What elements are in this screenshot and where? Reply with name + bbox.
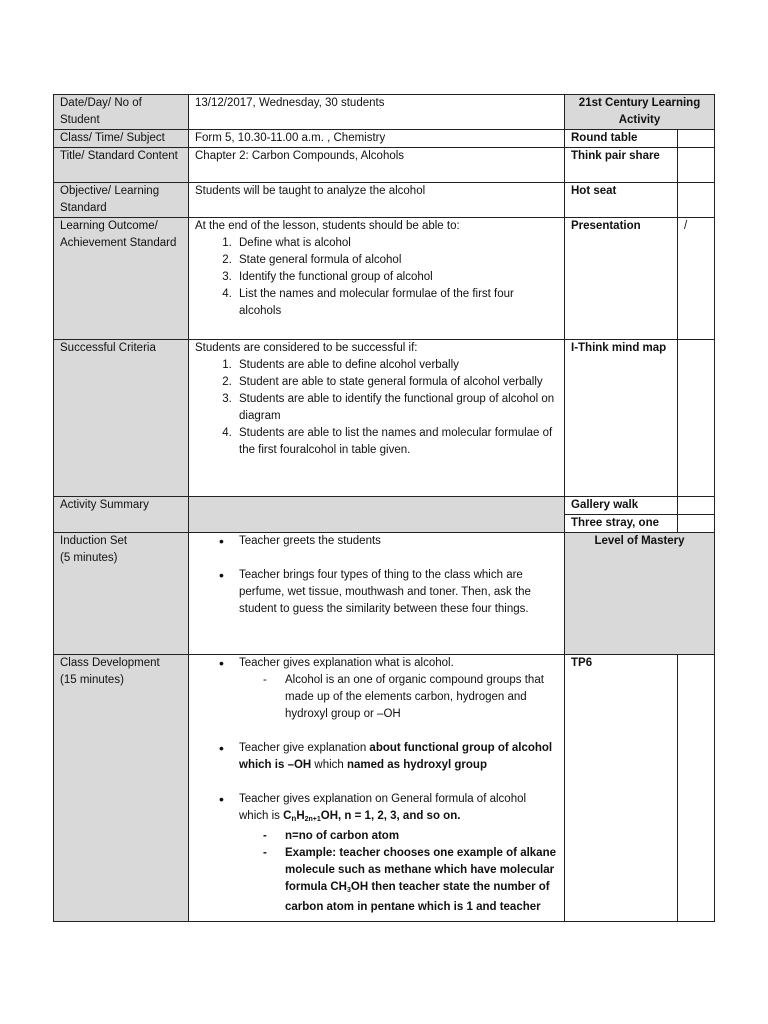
class-value: Form 5, 10.30-11.00 a.m. , Chemistry bbox=[189, 130, 565, 148]
level-of-mastery-header: Level of Mastery bbox=[565, 533, 715, 655]
outcome-item: 4. List the names and molecular formulae of the first four alcohols bbox=[235, 286, 558, 320]
development-dash: - n=no of carbon atom bbox=[263, 828, 558, 845]
general-formula: CnH$_{2n+1}$OH, n = 1, 2, 3, and so on. bbox=[283, 810, 461, 823]
date-label: Date/Day/ No of Student bbox=[54, 95, 189, 130]
row-date bbox=[54, 95, 715, 130]
mark-three-stray bbox=[678, 515, 715, 533]
development-title: Class Development bbox=[60, 657, 160, 669]
activity-three-stray: Three stray, one bbox=[565, 515, 678, 533]
summary-value bbox=[189, 497, 565, 533]
activity-i-think: I-Think mind map bbox=[565, 340, 678, 497]
mark-hot-seat bbox=[678, 183, 715, 218]
date-value: 13/12/2017, Wednesday, 30 students bbox=[189, 95, 565, 130]
row-induction bbox=[54, 533, 715, 655]
criteria-item: 2. Student are able to state general formula of alcohol verbally bbox=[235, 374, 558, 391]
class-label: Class/ Time/ Subject bbox=[54, 130, 189, 148]
title-value: Chapter 2: Carbon Compounds, Alcohols bbox=[189, 148, 565, 183]
row-development bbox=[54, 655, 715, 922]
mark-round-table bbox=[678, 130, 715, 148]
induction-list bbox=[195, 533, 558, 550]
criteria-item: 1. Students are able to define alcohol verbally bbox=[235, 357, 558, 374]
criteria-list bbox=[195, 357, 558, 459]
induction-bullet: • Teacher greets the students bbox=[219, 533, 558, 550]
row-summary-a bbox=[54, 497, 715, 515]
development-duration: (15 minutes) bbox=[60, 674, 124, 686]
induction-label bbox=[54, 533, 189, 655]
induction-content bbox=[189, 533, 565, 655]
summary-label: Activity Summary bbox=[54, 497, 189, 533]
criteria-content bbox=[189, 340, 565, 497]
activity-hot-seat: Hot seat bbox=[565, 183, 678, 218]
mark-think-pair-share bbox=[678, 148, 715, 183]
activity-think-pair-share: Think pair share bbox=[565, 148, 678, 183]
activity-round-table: Round table bbox=[565, 130, 678, 148]
objective-value: Students will be taught to analyze the alcohol bbox=[189, 183, 565, 218]
title-label: Title/ Standard Content bbox=[54, 148, 189, 183]
lesson-plan-table bbox=[53, 94, 715, 922]
outcome-item: 3. Identify the functional group of alcohol bbox=[235, 269, 558, 286]
mark-presentation: / bbox=[678, 218, 715, 340]
criteria-intro: Students are considered to be successful if: bbox=[195, 342, 418, 354]
row-criteria bbox=[54, 340, 715, 497]
outcome-item: 1. Define what is alcohol bbox=[235, 235, 558, 252]
row-outcome bbox=[54, 218, 715, 340]
mark-i-think bbox=[678, 340, 715, 497]
activity-presentation: Presentation bbox=[565, 218, 678, 340]
development-bullet bbox=[219, 655, 558, 723]
activity-gallery-walk: Gallery walk bbox=[565, 497, 678, 515]
development-bullet: • Teacher gives explanation on General formula of alcohol which is CnH$_{2n+1}$OH, n = 1, 2, 3, and so on. - n=no of carbon atom - Example: teacher chooses one example of alkane molecule such as methane which have molecular formula $CH_3OH$ then teacher state the number of carbon atom in pentane which is 1 and teacher bbox=[219, 791, 558, 916]
mark-tp6 bbox=[678, 655, 715, 922]
objective-label: Objective/ Learning Standard bbox=[54, 183, 189, 218]
criteria-item: 4. Students are able to list the names and molecular formulae of the first fouralcohol in table given. bbox=[235, 425, 558, 459]
induction-title: Induction Set bbox=[60, 535, 128, 547]
outcome-item: 2. State general formula of alcohol bbox=[235, 252, 558, 269]
development-bullet-1: Teacher gives explanation what is alcohol. bbox=[239, 657, 454, 669]
row-title bbox=[54, 148, 715, 183]
level-tp6: TP6 bbox=[565, 655, 678, 922]
row-class bbox=[54, 130, 715, 148]
outcome-label: Learning Outcome/ Achievement Standard bbox=[54, 218, 189, 340]
induction-duration: (5 minutes) bbox=[60, 552, 118, 564]
criteria-label: Successful Criteria bbox=[54, 340, 189, 497]
row-objective bbox=[54, 183, 715, 218]
outcome-list bbox=[195, 235, 558, 320]
century-header: 21st Century Learning Activity bbox=[565, 95, 715, 130]
outcome-intro: At the end of the lesson, students should be able to: bbox=[195, 220, 460, 232]
development-label bbox=[54, 655, 189, 922]
criteria-item: 3. Students are able to identify the functional group of alcohol on diagram bbox=[235, 391, 558, 425]
development-dash: - Example: teacher chooses one example of alkane molecule such as methane which have molecular formula $CH_3OH$ then teacher state the number of carbon atom in pentane which is 1 and teacher bbox=[263, 845, 558, 916]
development-dash: - Alcohol is an one of organic compound groups that made up of the elements carbon, hydrogen and hydroxyl group or –OH bbox=[263, 672, 558, 723]
mark-gallery-walk bbox=[678, 497, 715, 515]
development-bullet: • Teacher give explanation about functional group of alcohol which is –OH which named as hydroxyl group bbox=[219, 740, 558, 774]
outcome-content bbox=[189, 218, 565, 340]
development-content bbox=[189, 655, 565, 922]
induction-bullet: • Teacher brings four types of thing to the class which are perfume, wet tissue, mouthwash and toner. Then, ask the student to guess the similarity between these four things. bbox=[219, 567, 558, 618]
